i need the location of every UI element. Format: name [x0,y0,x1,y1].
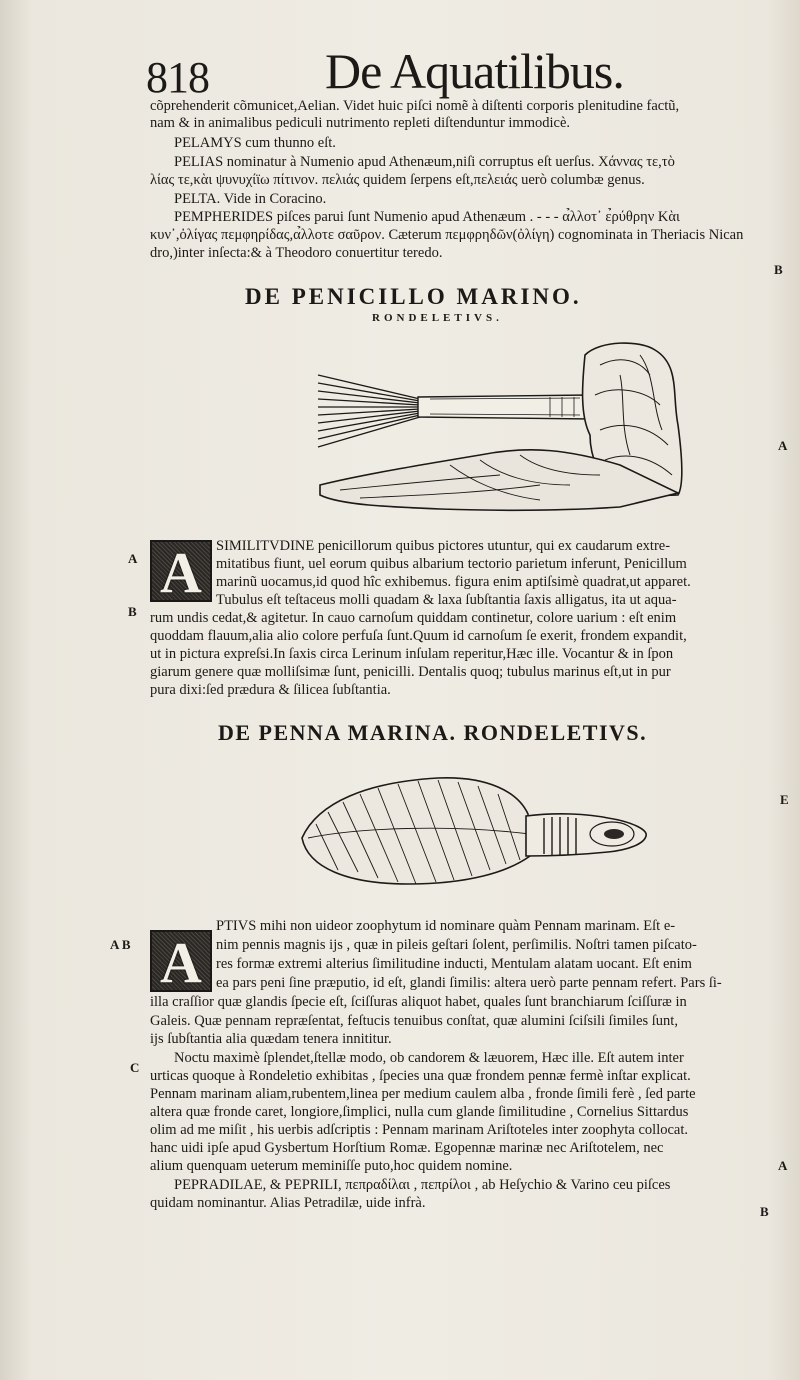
entry-pelta: PELTA. Vide in Coracino. [174,191,327,207]
text-line: res formæ extremi alterius ſimilitudine inducti, Mentulam alatam uocant. Eſt enim [216,956,692,972]
text-line: mitatibus fiunt, uel eorum quibus albarium tectorio parietum inferunt, Penicillum [216,556,687,572]
penna-marina-woodcut [298,772,650,890]
text-line: κυν᾽,ὀλίγας πεμφηρίδας,α̉λλοτε σαῦρον. Cæterum πεμφρηδῶν(ὀλίγη) cognominata in Theriacis Nican [150,227,744,243]
text-line: nam & in animalibus pediculi nutrimento repleti diſtenduntur immodicè. [150,115,571,131]
text-line: Pennam marinam aliam,rubentem,linea per medium caulem alba , fronde ſimili ferè , ſed parte [150,1086,696,1102]
margin-letters-ab: A B [110,937,131,952]
text-line: altera quæ fronde caret, longiore,ſimplici, nulla cum glande ſimilitudine , Cornelius Sittardus [150,1104,689,1120]
text-line: urticas quoque à Rondeletio exhibitas , ſpecies una quæ frondem pennæ fermè inſtar explicat. [150,1068,691,1084]
text-line: alium quenquam ueterum meminiſſe puto,hoc quidem nomine. [150,1158,513,1174]
text-line: Tubulus eſt teſtaceus molli quadam & laxa ſubſtantia ſaxis alligatus, ita ut aqua- [216,592,677,608]
margin-letter-c: C [130,1060,140,1075]
text-line: giarum genere quæ molliſsimæ ſunt, penicilli. Dentalis quoq; tubulus marinus eſt,ut in pur [150,664,671,680]
penicillus-woodcut [300,335,690,525]
text-line: rum undis cedat,& agitetur. In cauo carnoſum quiddam continetur, colore uarium : eſt enim [150,610,677,626]
text-line: ea pars peni ſine præputio, id eſt, glandi ſimilis: altera uerò parte pennam refert. Pars ſi- [216,975,722,991]
text-line: hanc uidi ipſe apud Gysbertum Horſtium Romæ. Egopennæ marinæ nec Ariſtotelem, nec [150,1140,664,1156]
margin-letter-a: A [128,551,138,566]
text-line: λίας τε,κὰι ψυνυχίϊω πίτινον. πελιάς quidem ſerpens eſt,πελειάς uerò columbæ genus. [150,172,645,188]
text-line: nim pennis magnis ijs , quæ in pileis geſtari ſolent, perſimilis. Noſtri tamen piſcato- [216,937,697,953]
entry-pelamys: PELAMYS cum thunno eſt. [174,135,336,151]
margin-letter-b: B [128,604,137,619]
text-line: cõprehenderit cõmunicet,Aelian. Videt huic piſci nomẽ à diſtenti corporis plenitudine factũ, [150,98,680,114]
section-author-penicillo: RONDELETIVS. [372,312,503,324]
running-title: De Aquatilibus. [325,43,624,99]
margin-mark: B [774,262,783,277]
text-line: ijs ſubſtantia alia quædam tenera innititur. [150,1031,392,1047]
entry-pempherides: PEMPHERIDES piſces parui ſunt Numenio apud Athenæum . - - - α̉λλοτ᾽ ε̉ρύθρην Κὰι [174,209,680,225]
text-line: Noctu maximè ſplendet,ſtellæ modo, ob candorem & læuorem, Hæc ille. Eſt autem inter [174,1050,684,1066]
catchword: B [760,1204,769,1219]
section-title-penicillo: DE PENICILLO MARINO. [245,284,582,309]
page-number: 818 [146,53,209,102]
drop-cap-a: A [150,540,212,602]
text-line: dro,)inter inſecta:& à Theodoro conuertitur teredo. [150,245,443,261]
text-line: quidam nominantur. Alias Petradilæ, uide infrà. [150,1195,426,1211]
margin-mark: A [778,1158,788,1173]
drop-cap-a: A [150,930,212,992]
text-line: Galeis. Quæ pennam repræſentat, feſtucis tenuibus conſtat, quæ alumini ſciſsili ſimiles ſunt, [150,1013,678,1029]
margin-mark: E [780,792,789,807]
text-line: pura dixi:ſed prædura & ſilicea ſubſtantia. [150,682,391,698]
text-line: marinũ uocamus,id quod hîc exhibemus. figura enim aptiſsimè quadrat,ut apparet. [216,574,691,590]
text-line: quoddam flauum,alia alio colore perfuſa ſunt.Quum id carnoſum ſe exerit, frondem expandit, [150,628,687,644]
text-line: illa craſſior quæ glandis ſpecie eſt, ſciſſuras aliquot habet, quales ſunt branchiarum ſciſſuræ in [150,994,687,1010]
entry-pepradilae: PEPRADILAE, & PEPRILI, πεπραδίλαι , πεπρίλοι , ab Heſychio & Varino ceu piſces [174,1177,671,1193]
text-line: olim ad me miſit , his uerbis adſcriptis : Pennam marinam Ariſtoteles inter zoophyta collocat. [150,1122,688,1138]
section-title-penna: DE PENNA MARINA. RONDELETIVS. [218,720,648,745]
text-line: ut in pictura expreſsi.In ſaxis circa Lerinum inſulam reperitur,Hæc ille. Vocantur & in ſpon [150,646,674,662]
margin-mark: A [778,438,788,453]
entry-pelias: PELIAS nominatur à Numenio apud Athenæum,niſi corruptus eſt uerſus. Χάννας τε,τὸ [174,154,675,170]
text-line: PTIVS mihi non uideor zoophytum id nominare quàm Pennam marinam. Eſt e- [216,918,676,934]
text-line: SIMILITVDINE penicillorum quibus pictores utuntur, qui ex caudarum extre- [216,538,671,554]
